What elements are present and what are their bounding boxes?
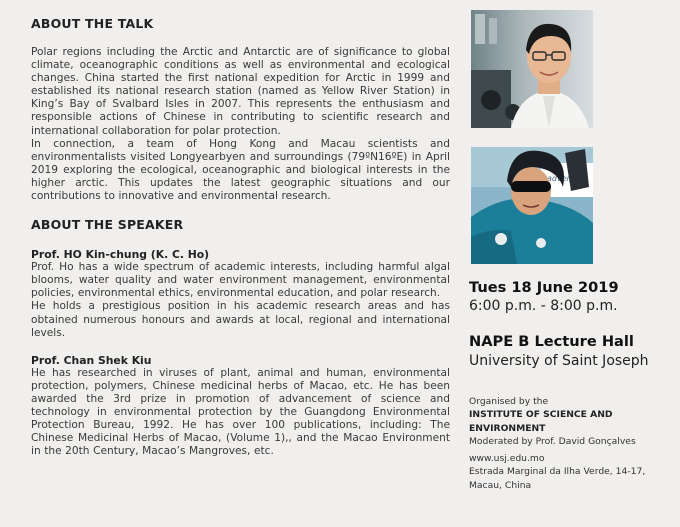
organiser-label: Organised by the xyxy=(469,396,549,407)
event-time: 6:00 p.m. - 8:00 p.m. xyxy=(469,298,618,314)
venue-institution: University of Saint Joseph xyxy=(469,353,649,369)
about-talk-paragraph-1: Polar regions including the Arctic and Antarctic are of significance to global climate, oceanographic conditions as well as environmental and ecological changes. China started the first national expedition for Arctic in 1999 and established its national research station (named as Yellow River Station) in King’s Bay of Svalbard Isles in 2007. This represents the enthusiasm and responsible actions of Chinese in contributing to scientific research and international collaboration for polar protection. xyxy=(31,46,450,137)
speaker1-bio-2: He holds a prestigious position in his academic research areas and has obtained numerous honours and awards at local, regional and international levels. xyxy=(31,300,450,339)
left-column xyxy=(31,16,450,458)
contact-block xyxy=(469,452,674,492)
speaker1-bio-1: Prof. Ho has a wide spectrum of academic interests, including harmful algal blooms, water quality and water environment management, environmental policies, environmental ethics, environmental education, and polar research. xyxy=(31,261,450,300)
event-venue xyxy=(469,333,674,370)
address-line-1: Estrada Marginal da Ilha Verde, 14-17, xyxy=(469,466,646,478)
speaker2-bio: He has researched in viruses of plant, animal and human, environmental protection, polymers, Chinese medicinal herbs of Macao, etc. He has been awarded the 3rd prize in promotion of advancement of science and technology in environmental protection by the Guangdong Environmental Protection Bureau, 1992. He has over 100 publications, including: The Chinese Medicinal Herbs of Macao, (Volume 1),, and the Macao Environment in the 20th Century, Macao’s Mangroves, etc. xyxy=(31,366,450,458)
speaker1-name: Prof. HO Kin-chung (K. C. Ho) xyxy=(31,248,210,262)
about-talk-paragraph-2: In connection, a team of Hong Kong and Macau scientists and environmentalists visited Longyearbyen and surroundings (79ºN16ºE) in April 2019 exploring the ecological, oceanographic and biological interests in the higher arctic. This updates the latest geographic situations and our contributions to innovative and environmental research. xyxy=(31,137,450,203)
speaker2-photo xyxy=(471,147,593,264)
about-speaker-heading: ABOUT THE SPEAKER xyxy=(31,217,184,233)
speaker1-photo xyxy=(471,10,593,128)
organiser-name: INSTITUTE OF SCIENCE AND ENVIRONMENT xyxy=(469,409,613,434)
website-link[interactable]: www.usj.edu.mo xyxy=(469,453,545,464)
organiser-block xyxy=(469,395,674,448)
venue-hall: NAPE B Lecture Hall xyxy=(469,333,634,350)
speaker2-name: Prof. Chan Shek Kiu xyxy=(31,353,152,367)
about-talk-heading: ABOUT THE TALK xyxy=(31,16,154,31)
event-date: Tues 18 June 2019 xyxy=(469,279,619,296)
event-datetime xyxy=(469,279,674,315)
moderator: Moderated by Prof. David Gonçalves xyxy=(469,435,636,447)
address-line-2: Macau, China xyxy=(469,479,532,491)
